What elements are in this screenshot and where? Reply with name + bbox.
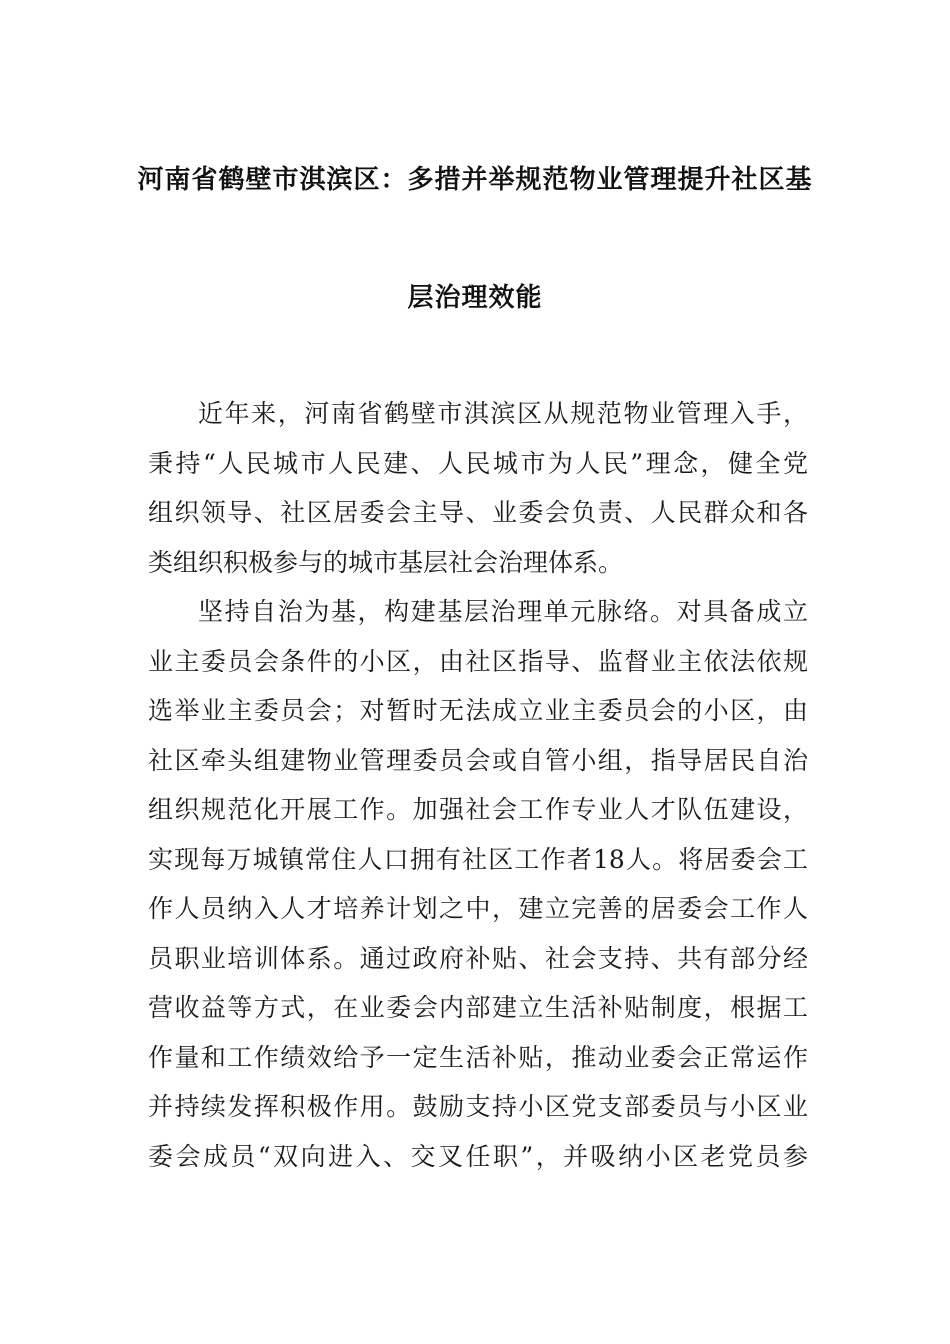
paragraph-line: 并持续发挥积极作用。鼓励支持小区党支部委员与小区业 [148, 1092, 808, 1121]
paragraph-2 [148, 587, 808, 1181]
paragraph-line: 类组织积极参与的城市基层社会治理体系。 [148, 547, 624, 577]
paragraph-1 [148, 389, 808, 587]
paragraph-line: 作人员纳入人才培养计划之中，建立完善的居委会工作人 [148, 894, 808, 923]
paragraph-line: 坚持自治为基，构建基层治理单元脉络。对具备成立 [198, 597, 808, 626]
paragraph-line: 业主委员会条件的小区，由社区指导、监督业主依法依规 [148, 646, 808, 676]
document-title-line-1: 河南省鹤壁市淇滨区：多措并举规范物业管理提升社区基 [137, 165, 813, 195]
document-title-line-2: 层治理效能 [407, 283, 543, 313]
paragraph-line: 组织领导、社区居委会主导、业委会负责、人民群众和各 [148, 498, 808, 527]
paragraph-line: 组织规范化开展工作。加强社会工作专业人才队伍建设， [148, 795, 808, 824]
paragraph-line: 实现每万城镇常住人口拥有社区工作者18人。将居委会工 [148, 844, 808, 874]
paragraph-line: 营收益等方式，在业委会内部建立生活补贴制度，根据工 [148, 993, 808, 1022]
paragraph-line: 作量和工作绩效给予一定生活补贴，推动业委会正常运作 [148, 1042, 808, 1072]
paragraph-line: 员职业培训体系。通过政府补贴、社会支持、共有部分经 [148, 943, 808, 973]
paragraph-line: 委会成员“双向进入、交叉任职”，并吸纳小区老党员参 [148, 1141, 808, 1171]
paragraph-line: 社区牵头组建物业管理委员会或自管小组，指导居民自治 [148, 745, 808, 775]
paragraph-line: 选举业主委员会；对暂时无法成立业主委员会的小区，由 [148, 696, 808, 725]
paragraph-line: 秉持“人民城市人民建、人民城市为人民”理念，健全党 [148, 448, 808, 478]
paragraph-line: 近年来，河南省鹤壁市淇滨区从规范物业管理入手， [198, 399, 808, 428]
document-body [148, 389, 808, 1181]
